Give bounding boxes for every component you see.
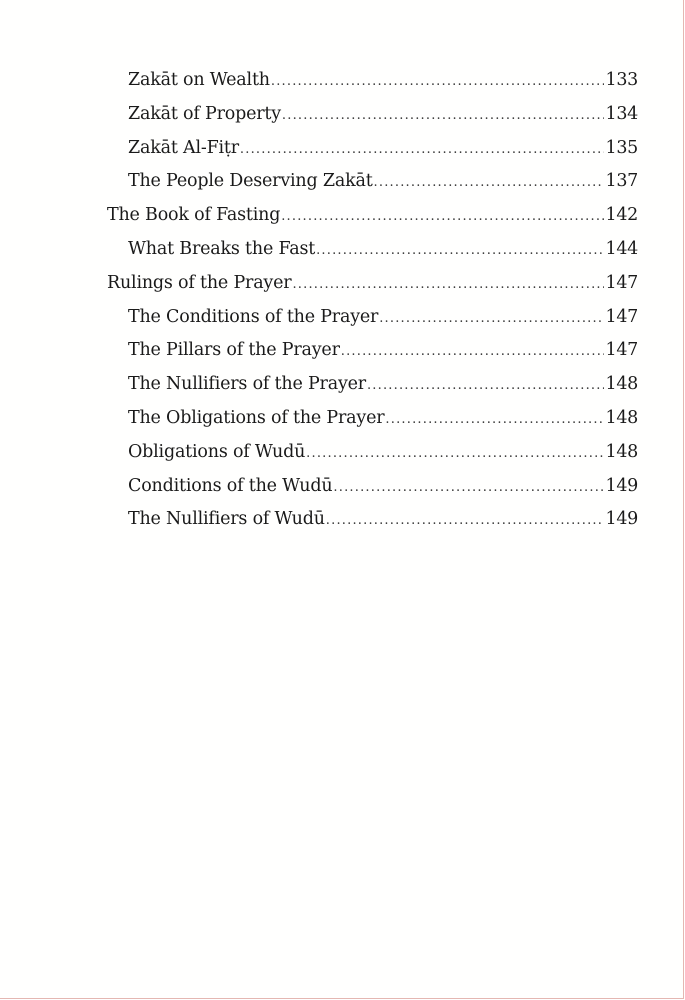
dot-leader bbox=[281, 209, 604, 224]
dot-leader bbox=[341, 344, 605, 359]
dot-leader bbox=[306, 446, 604, 461]
toc-entry-title: What Breaks the Fast bbox=[128, 238, 316, 259]
toc-entry[interactable] bbox=[107, 70, 638, 104]
toc-entry[interactable] bbox=[107, 171, 638, 205]
toc-entry-page: 149 bbox=[605, 509, 638, 530]
toc-entry-page: 148 bbox=[605, 441, 638, 462]
toc-entry-page: 147 bbox=[605, 306, 638, 327]
toc-entry-page: 134 bbox=[605, 103, 638, 124]
toc-entry-title: Conditions of the Wudū bbox=[128, 475, 333, 496]
dot-leader bbox=[385, 412, 604, 427]
toc-entry-page: 147 bbox=[605, 340, 638, 361]
dot-leader bbox=[374, 175, 605, 190]
toc-entry-page: 148 bbox=[605, 407, 638, 428]
toc-entry-page: 144 bbox=[605, 238, 638, 259]
toc-entry-page: 148 bbox=[605, 374, 638, 395]
toc-entry-title: Zakāt of Property bbox=[128, 103, 281, 124]
toc-entry[interactable] bbox=[107, 509, 638, 543]
toc-entry[interactable] bbox=[107, 374, 638, 408]
toc-entry-title: Zakāt Al-Fiṭr bbox=[128, 137, 239, 158]
toc-entry[interactable] bbox=[107, 442, 638, 476]
toc-entry[interactable] bbox=[107, 476, 638, 510]
toc-section-entry[interactable] bbox=[107, 205, 638, 239]
toc-entry-title: Obligations of Wudū bbox=[128, 441, 306, 462]
dot-leader bbox=[333, 480, 604, 495]
toc-entry[interactable] bbox=[107, 138, 638, 172]
dot-leader bbox=[292, 277, 604, 292]
dot-leader bbox=[240, 142, 605, 157]
toc-section-entry[interactable] bbox=[107, 273, 638, 307]
toc-entry-page: 133 bbox=[605, 70, 638, 90]
toc-entry-title: The People Deserving Zakāt bbox=[128, 171, 373, 192]
toc-entry-page: 142 bbox=[605, 205, 638, 226]
dot-leader bbox=[326, 513, 605, 528]
dot-leader bbox=[316, 243, 604, 258]
dot-leader bbox=[379, 311, 604, 326]
toc-entry-title: The Conditions of the Prayer bbox=[128, 306, 379, 327]
toc-entry-title: The Nullifiers of Wudū bbox=[128, 509, 325, 530]
toc-entry-title: The Book of Fasting bbox=[107, 205, 281, 226]
toc-entry[interactable] bbox=[107, 239, 638, 273]
toc-entry-title: The Pillars of the Prayer bbox=[128, 340, 340, 361]
dot-leader bbox=[282, 108, 605, 123]
toc-entry-title: Rulings of the Prayer bbox=[107, 272, 292, 293]
toc-entry[interactable] bbox=[107, 408, 638, 442]
toc-entry-page: 149 bbox=[605, 475, 638, 496]
table-of-contents bbox=[107, 70, 638, 543]
toc-entry[interactable] bbox=[107, 307, 638, 341]
toc-entry-title: The Obligations of the Prayer bbox=[128, 407, 385, 428]
toc-entry-title: Zakāt on Wealth bbox=[128, 70, 270, 90]
toc-entry-page: 147 bbox=[605, 272, 638, 293]
dot-leader bbox=[367, 378, 605, 393]
toc-entry-title: The Nullifiers of the Prayer bbox=[128, 374, 366, 395]
toc-entry-page: 135 bbox=[605, 137, 638, 158]
toc-entry-page: 137 bbox=[605, 171, 638, 192]
dot-leader bbox=[271, 74, 605, 89]
toc-entry[interactable] bbox=[107, 340, 638, 374]
toc-entry[interactable] bbox=[107, 104, 638, 138]
